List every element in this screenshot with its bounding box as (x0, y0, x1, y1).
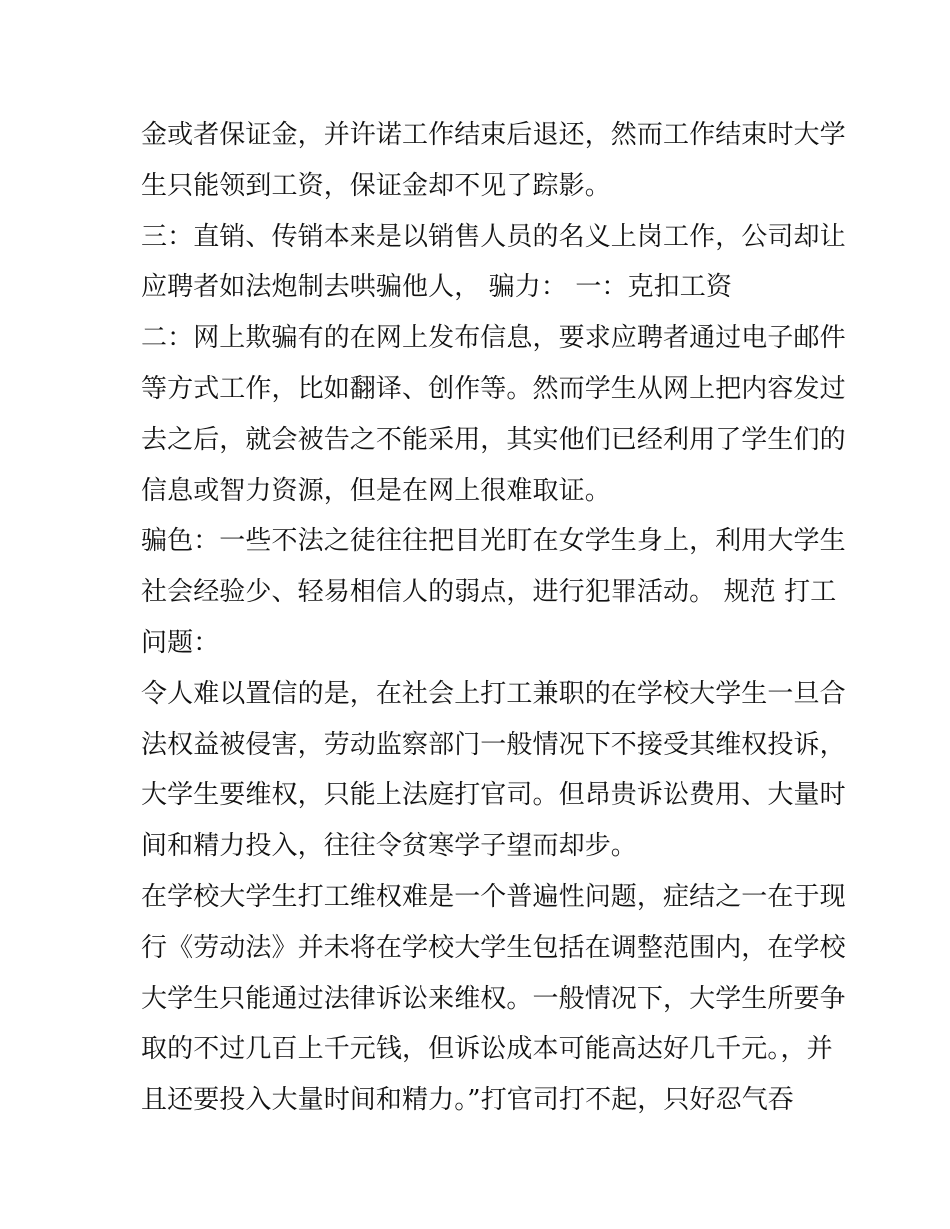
text-line: 应聘者如法炮制去哄骗他人， 骗力： 一：克扣工资 (141, 272, 732, 303)
text-line: 骗色：一些不法之徒往往把目光盯在女学生身上，利用大学生 (141, 526, 846, 557)
text-line: 且还要投入大量时间和精力。”打官司打不起，只好忍气吞 (141, 1085, 794, 1116)
text-line: 令人难以置信的是，在社会上打工兼职的在学校大学生一旦合 (141, 678, 846, 709)
text-line: 问题： (141, 627, 220, 658)
text-line: 去之后，就会被告之不能采用，其实他们已经利用了学生们的 (141, 424, 846, 455)
body-text (141, 110, 846, 1126)
text-line: 等方式工作，比如翻译、创作等。然而学生从网上把内容发过 (141, 373, 846, 404)
text-line: 大学生要维权，只能上法庭打官司。但昂贵诉讼费用、大量时 (141, 780, 846, 811)
text-line: 金或者保证金，并许诺工作结束后退还，然而工作结束时大学 (141, 120, 846, 150)
text-line: 在学校大学生打工维权难是一个普遍性问题，症结之一在于现 (141, 881, 846, 912)
text-line: 二：网上欺骗有的在网上发布信息，要求应聘者通过电子邮件 (141, 323, 846, 354)
text-line: 生只能领到工资，保证金却不见了踪影。 (141, 170, 611, 201)
text-line: 法权益被侵害，劳动监察部门一般情况下不接受其维权投诉， (141, 729, 846, 760)
text-line: 行《劳动法》并未将在学校大学生包括在调整范围内，在学校 (141, 932, 846, 963)
text-line: 间和精力投入，往往令贫寒学子望而却步。 (141, 831, 637, 862)
text-line: 信息或智力资源，但是在网上很难取证。 (141, 475, 611, 506)
text-line: 取的不过几百上千元钱，但诉讼成本可能高达好几千元。，并 (141, 1034, 833, 1065)
text-line: 三：直销、传销本来是以销售人员的名义上岗工作，公司却让 (141, 221, 846, 252)
text-line: 大学生只能通过法律诉讼来维权。一般情况下，大学生所要争 (141, 983, 846, 1014)
text-line: 社会经验少、轻易相信人的弱点，进行犯罪活动。 规范 打工 (141, 577, 837, 608)
